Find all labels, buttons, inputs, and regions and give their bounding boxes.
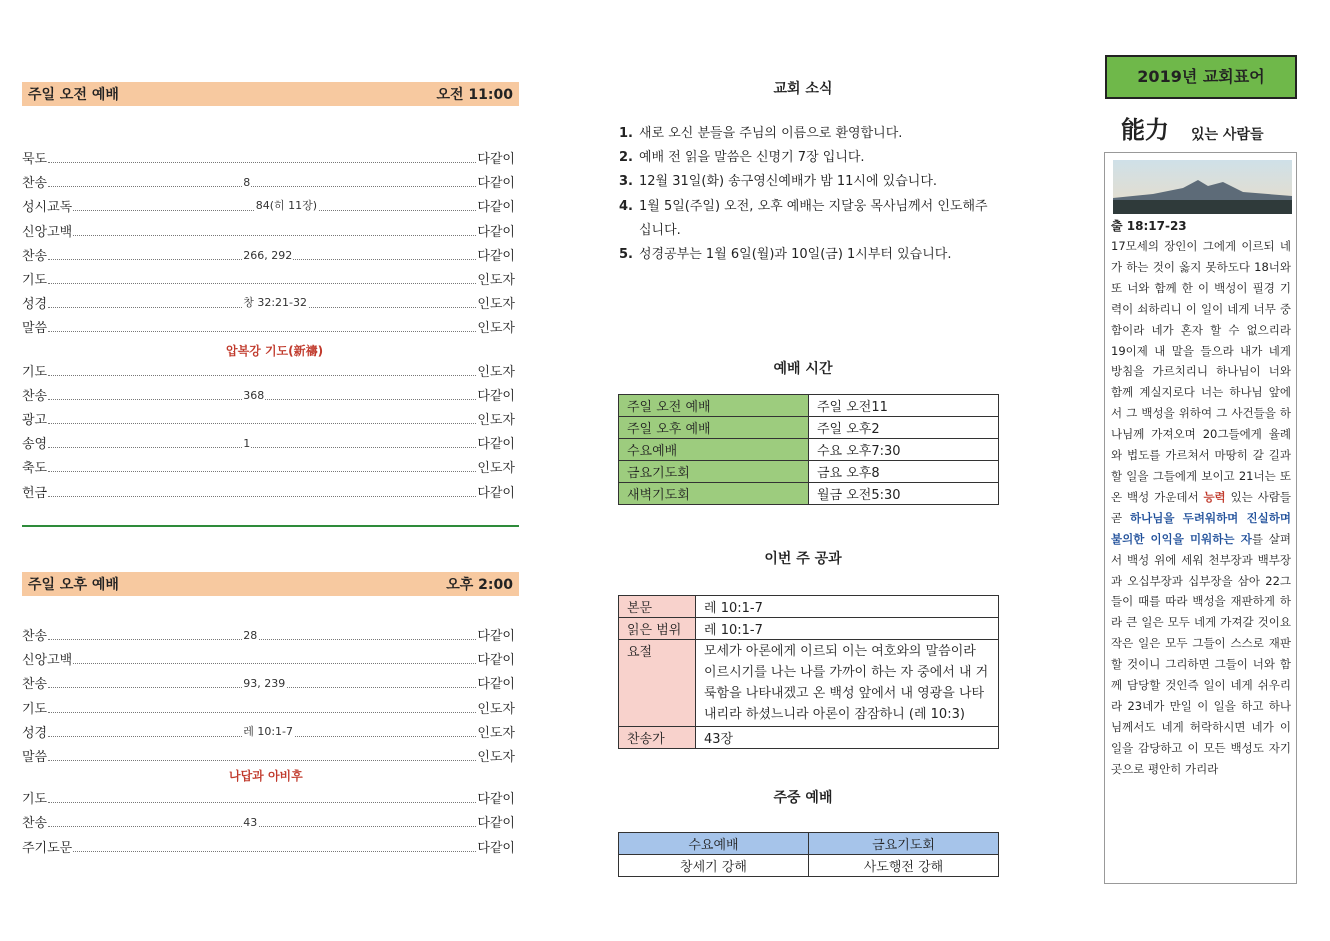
order-label: 찬송 [22, 388, 48, 404]
dot-leader [48, 802, 476, 803]
dot-leader [73, 199, 476, 213]
order-row [22, 456, 515, 476]
order-detail: 84(히 11장) [255, 199, 318, 213]
schedule-time: 주일 오전11 [809, 395, 999, 417]
order-label: 기도 [22, 701, 48, 717]
midweek-header: 수요예배 [619, 833, 809, 855]
dot-leader [48, 331, 476, 332]
order-role: 다같이 [477, 677, 515, 693]
order-row [22, 360, 515, 380]
order-role: 인도자 [477, 725, 515, 741]
order-row [22, 220, 515, 240]
order-role: 인도자 [477, 413, 515, 428]
schedule-heading: 예배 시간 [773, 361, 833, 377]
lesson-table [618, 595, 999, 749]
order-detail: 93, 239 [243, 677, 286, 691]
news-item: 5. 성경공부는 1월 6일(월)과 10일(금) 1시부터 있습니다. [619, 247, 952, 263]
news-item: 4. 1월 5일(주일) 오전, 오후 예배는 지달웅 목사님께서 인도해주십니다. [619, 198, 988, 238]
midweek-header: 금요기도회 [809, 833, 999, 855]
order-label: 신앙고백 [22, 653, 73, 669]
schedule-row [619, 439, 999, 461]
highlight-ability: 능력 [1203, 489, 1226, 504]
order-row [22, 836, 515, 856]
dot-leader [48, 296, 476, 310]
order-row [22, 147, 515, 167]
dot-leader [48, 388, 476, 402]
news-item: 3. 12월 31일(화) 송구영신예배가 밤 11시에 있습니다. [619, 174, 938, 190]
dot-leader [48, 724, 476, 738]
order-label: 말씀 [22, 321, 48, 337]
order-role: 인도자 [477, 364, 515, 380]
dot-leader [73, 851, 476, 852]
order-role: 다같이 [477, 437, 515, 453]
order-label: 기도 [22, 273, 48, 288]
order-detail: 368 [243, 388, 265, 402]
lesson-row: 읽은 범위 레 10:1-7 [619, 618, 999, 640]
order-role: 다같이 [477, 224, 515, 240]
dot-leader [48, 677, 476, 691]
verse-text: 17모세의 장인이 그에게 이르되 네가 하는 것이 옳지 못하도다 18너와 또 너와 함께 한 이 백성이 필경 기력이 쇠하리니 이 일이 네게 너무 중함이라 네가 혼자 할 수 없으리라 19이제 내 말을 들으라 내가 네게 방침을 가르치리니 하나님이 너와 함께 계실지로다 너는 하나님 앞에서 그 백성을 위하여 그 사건들을 하나님께 가져오며 20그들에게 율례와 법도를 가르쳐서 마땅히 갈 길과 할 일을 그들에게 보이고 21너는 또 온 백성 가운데서 능력 있는 사람들 곧 하나님을 두려워하며 진실하며 불의한 이익을 미워하는 자를 살펴서 백성 위에 세워 천부장과 백부장과 오십부장과 십부장을 삼아 22그들이 때를 따라 백성을 재판하게 하라 큰 일은 모두 네게 가져갈 것이요 작은 일은 모두 그들이 스스로 재판할 것이니 그리하면 그들이 너와 함께 담당할 것인즉 일이 네게 쉬우리라 23네가 만일 이 일을 하고 하나님께서도 네게 허락하시면 네가 이 일을 감당하고 이 모든 백성도 자기 곳으로 평안히 가리라 [1111, 239, 1292, 776]
order-label: 찬송 [22, 248, 48, 264]
order-label: 성경 [22, 297, 48, 313]
afternoon-prayer-label: 나답과 아비후 [229, 769, 303, 783]
dot-leader [48, 496, 476, 497]
order-label: 광고 [22, 413, 48, 428]
order-role: 다같이 [477, 176, 515, 192]
order-detail: 창 32:21-32 [243, 296, 308, 310]
order-row [22, 811, 515, 831]
order-label: 송영 [22, 437, 48, 453]
order-row [22, 648, 515, 668]
order-role: 인도자 [477, 297, 515, 313]
order-detail: 1 [243, 437, 251, 451]
order-role: 다같이 [477, 485, 515, 501]
dot-leader [48, 816, 476, 830]
order-label: 묵도 [22, 152, 48, 167]
order-row [22, 745, 515, 765]
order-role: 인도자 [477, 701, 515, 717]
order-row [22, 195, 515, 215]
order-label: 찬송 [22, 629, 48, 644]
motto-big-text: 能力 [1121, 115, 1169, 144]
schedule-row [619, 395, 999, 417]
order-detail: 266, 292 [243, 248, 293, 262]
order-label: 주기도문 [22, 840, 73, 856]
dot-leader [48, 248, 476, 262]
order-role: 인도자 [477, 750, 515, 765]
order-role: 다같이 [477, 792, 515, 808]
order-detail: 43 [243, 816, 258, 830]
midweek-value: 창세기 강해 [619, 855, 809, 877]
order-role: 인도자 [477, 273, 515, 288]
morning-prayer-label: 압복강 기도(新禱) [226, 344, 324, 358]
order-label: 헌금 [22, 485, 48, 501]
order-detail: 28 [243, 629, 258, 642]
dot-leader [48, 283, 476, 284]
schedule-time: 월금 오전5:30 [809, 483, 999, 505]
order-detail: 레 10:1-7 [243, 724, 294, 738]
order-role: 인도자 [477, 461, 515, 477]
highlight-qualities: 하나님을 두려워하며 진실하며 불의한 이익을 미워하는 자 [1111, 510, 1291, 546]
afternoon-service-time: 오후 2:00 [446, 577, 513, 593]
order-label: 말씀 [22, 750, 48, 765]
dot-leader [48, 162, 476, 163]
dot-leader [48, 437, 476, 451]
dot-leader [48, 760, 476, 761]
order-row [22, 787, 515, 807]
schedule-time: 수요 오후7:30 [809, 439, 999, 461]
order-role: 다같이 [477, 653, 515, 669]
dot-leader [73, 235, 476, 236]
dot-leader [48, 629, 476, 642]
verse-reference: 출 18:17-23 [1111, 219, 1187, 233]
schedule-name: 새벽기도회 [619, 483, 809, 505]
dot-leader [48, 471, 476, 472]
order-row [22, 624, 515, 644]
lesson-heading: 이번 주 공과 [764, 551, 842, 567]
afternoon-service-banner [22, 572, 519, 596]
order-row [22, 316, 515, 336]
order-row [22, 292, 515, 312]
lesson-row: 찬송가 43장 [619, 727, 999, 749]
motto-banner: 2019년 교회표어 [1105, 55, 1297, 99]
news-heading: 교회 소식 [773, 81, 833, 97]
morning-service-time: 오전 11:00 [436, 87, 513, 103]
order-label: 찬송 [22, 816, 48, 832]
dot-leader [48, 712, 476, 713]
order-label: 성경 [22, 725, 48, 741]
schedule-row [619, 483, 999, 505]
schedule-name: 금요기도회 [619, 461, 809, 483]
order-role: 다같이 [477, 388, 515, 404]
order-label: 신앙고백 [22, 224, 73, 240]
order-row [22, 432, 515, 452]
midweek-value: 사도행전 강해 [809, 855, 999, 877]
order-row [22, 697, 515, 717]
order-label: 성시교독 [22, 200, 73, 216]
schedule-name: 주일 오후 예배 [619, 417, 809, 439]
order-row [22, 408, 515, 428]
order-row [22, 721, 515, 741]
dot-leader [73, 663, 476, 664]
dot-leader [48, 375, 476, 376]
midweek-table [618, 832, 999, 877]
news-item: 2. 예배 전 읽을 말씀은 신명기 7장 입니다. [619, 150, 865, 166]
order-role: 다같이 [477, 840, 515, 856]
order-row [22, 672, 515, 692]
order-row [22, 171, 515, 191]
order-row [22, 268, 515, 288]
order-role: 인도자 [477, 321, 515, 337]
schedule-time: 금요 오후8 [809, 461, 999, 483]
schedule-table [618, 394, 999, 505]
morning-service-title: 주일 오전 예배 [28, 87, 119, 103]
order-role: 다같이 [477, 152, 515, 167]
order-role: 다같이 [477, 816, 515, 832]
news-list [619, 122, 999, 267]
order-label: 기도 [22, 792, 48, 808]
order-label: 찬송 [22, 677, 48, 693]
order-row [22, 384, 515, 404]
dot-leader [48, 423, 476, 424]
motto-small-text: 있는 사람들 [1191, 127, 1264, 143]
order-label: 축도 [22, 461, 48, 477]
order-role: 다같이 [477, 248, 515, 264]
dot-leader [48, 176, 476, 190]
order-detail: 8 [243, 176, 251, 190]
schedule-row [619, 417, 999, 439]
schedule-time: 주일 오후2 [809, 417, 999, 439]
order-label: 기도 [22, 364, 48, 380]
midweek-heading: 주중 예배 [773, 790, 833, 806]
order-row [22, 481, 515, 501]
mountain-landscape-image [1113, 160, 1292, 214]
morning-service-banner [22, 82, 519, 106]
order-row [22, 244, 515, 264]
order-role: 다같이 [477, 200, 515, 216]
order-role: 다같이 [477, 629, 515, 644]
order-label: 찬송 [22, 176, 48, 192]
schedule-name: 수요예배 [619, 439, 809, 461]
schedule-name: 주일 오전 예배 [619, 395, 809, 417]
section-divider [22, 525, 519, 527]
afternoon-service-title: 주일 오후 예배 [28, 577, 119, 593]
schedule-row [619, 461, 999, 483]
lesson-row: 본문 레 10:1-7 [619, 596, 999, 618]
news-item: 1. 새로 오신 분들을 주님의 이름으로 환영합니다. [619, 126, 903, 141]
lesson-row: 요절 모세가 아론에게 이르되 이는 여호와의 말씀이라 이르시기를 나는 나를 가까이 하는 자 중에서 내 거룩함을 나타내겠고 온 백성 앞에서 내 영광을 나타내리라 하셨느니라 아론이 잠잠하니 (레 10:3) [619, 640, 999, 727]
